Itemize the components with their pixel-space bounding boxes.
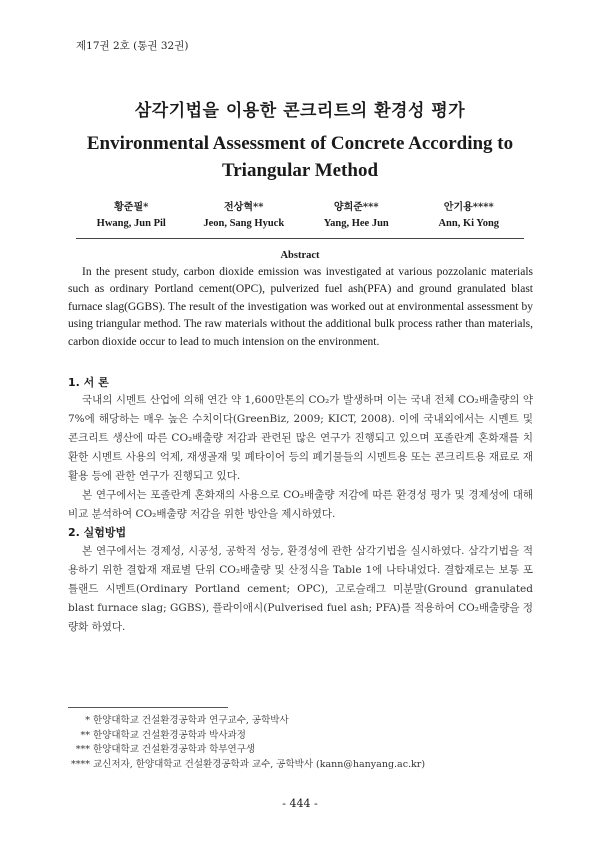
body-paragraph: 본 연구에서는 포졸란계 혼화재의 사용으로 CO₂배출량 저감에 따른 환경성 평가 및 경제성에 대해 비교 분석하여 CO₂배출량 저감을 위한 방안을 제시하였다. [68,489,533,520]
author-name-english: Yang, Hee Jun [323,218,389,229]
header-divider [76,238,524,239]
author-name-korean: 양희준*** [333,202,379,213]
footnote-marker: * [85,715,90,726]
footnote-text: 한양대학교 건설환경공학과 연구교수, 공학박사 [93,715,289,726]
author [300,200,413,232]
footnote [68,714,425,729]
footnote-text: 한양대학교 건설환경공학과 박사과정 [93,729,246,741]
author [75,200,188,232]
journal-issue-header: 제17권 2호 (통권 32권) [76,40,189,52]
section-heading-methods: 2. 실험방법 [68,526,127,539]
footnote-marker: **** [71,758,90,770]
author [413,200,526,232]
footnote [68,729,425,744]
abstract-body [68,264,533,351]
author-name-english: Hwang, Jun Pil [96,218,166,229]
footnotes [68,714,425,772]
footnote-marker: ** [80,729,90,741]
page-number: - 444 - [282,797,318,810]
footnote-divider [68,707,228,708]
korean-title: 삼각기법을 이용한 콘크리트의 환경성 평가 [134,101,466,121]
author-list [75,200,525,232]
author-name-korean: 황준필* [114,202,149,213]
footnote [68,758,425,773]
section-body-introduction [68,391,533,524]
body-paragraph: 본 연구에서는 경제성, 시공성, 공학적 성능, 환경성에 관한 삼각기법을 실시하였다. 삼각기법을 적용하기 위한 결합재 재료별 단위 CO₂배출량 및 산정식을 Table 1에 나타내었다. 결합재로는 보통 포틀랜드 시멘트(Ordinary Portland cement; OPC), 고로슬래그 미분말(Ground granulated blast furnace slag; GGBS), 플라이애시(Pulverised fuel ash; PFA)를 적용하여 CO₂배출량을 정량화 하였다. [68,545,533,633]
author [188,200,301,232]
author-name-korean: 전상혁** [224,202,264,213]
footnote-text: 한양대학교 건설환경공학과 학부연구생 [93,744,256,755]
english-title: Environmental Assessment of Concrete According to Triangular Method [86,133,514,181]
footnote-text: 교신저자, 한양대학교 건설환경공학과 교수, 공학박사 (kann@hanyang.ac.kr) [93,758,426,770]
section-body-methods [68,542,533,637]
abstract-heading: Abstract [280,250,320,261]
section-heading-introduction: 1. 서 론 [68,376,109,389]
abstract-paragraph: In the present study, carbon dioxide emission was investigated at various pozzolanic materials such as ordinary Portland cement(OPC), pulverized fuel ash(PFA) and ground granulated blast furnace slag(GGBS). The result of the investigation was worked out at environmental assessment by using triangular method. The raw materials without the additional bulk process rather than materials, carbon dioxide occur to lead to much intension on the environment. [68,266,533,348]
author-name-english: Ann, Ki Yong [438,218,500,229]
author-name-korean: 안기용**** [443,202,494,213]
footnote-marker: *** [75,744,90,755]
body-paragraph: 국내의 시멘트 산업에 의해 연간 약 1,600만톤의 CO₂가 발생하며 이는 국내 전체 CO₂배출량의 약 7%에 해당하는 매우 높은 수치이다(GreenBiz, 2009; KICT, 2008). 이에 국내외에서는 시멘트 및 콘크리트 생산에 따른 CO₂배출량 저감과 관련된 많은 연구가 진행되고 있으며 포졸란계 혼화재를 치환한 시멘트 사용의 억제, 재생골재 및 폐타이어 등의 폐기물들의 시멘트용 또는 콘크리트용 재료로 재활용 등에 관한 연구가 진행되고 있다. [68,394,533,482]
author-name-english: Jeon, Sang Hyuck [203,218,285,229]
footnote [68,743,425,758]
